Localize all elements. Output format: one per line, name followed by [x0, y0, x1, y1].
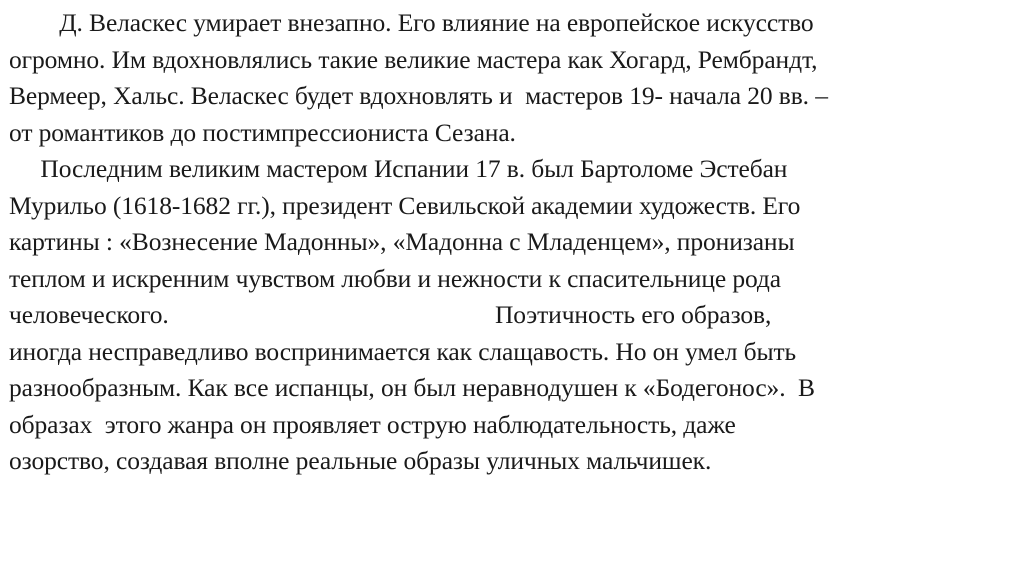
- text-line: Д. Веласкес умирает внезапно. Его влияние на европейское искусство: [9, 8, 814, 37]
- text-line: картины : «Вознесение Мадонны», «Мадонна с Младенцем», пронизаны: [9, 227, 795, 256]
- text-line: теплом и искренним чувством любви и нежности к спасительнице рода: [9, 263, 782, 293]
- body-text: [9, 5, 1019, 480]
- text-line: Последним великим мастером Испании 17 в. был Бартоломе Эстебан: [9, 154, 788, 183]
- text-line: человеческого. Поэтичность его образов,: [9, 300, 772, 329]
- text-line: образах этого жанра он проявляет острую наблюдательность, даже: [9, 409, 736, 439]
- text-line: Мурильо (1618-1682 гг.), президент Севильской академии художеств. Его: [9, 190, 801, 220]
- text-line: разнообразным. Как все испанцы, он был неравнодушен к «Бодегонос». В: [9, 373, 815, 402]
- text-line: огромно. Им вдохновлялись такие великие мастера как Хогард, Рембрандт,: [9, 44, 818, 74]
- text-line: озорство, создавая вполне реальные образы уличных мальчишек.: [9, 446, 712, 475]
- text-line: Вермеер, Хальс. Веласкес будет вдохновлять и мастеров 19- начала 20 вв. –: [9, 81, 828, 110]
- text-line: от романтиков до постимпрессиониста Сезана.: [9, 117, 516, 147]
- text-line: иногда несправедливо воспринимается как слащавость. Но он умел быть: [9, 336, 797, 366]
